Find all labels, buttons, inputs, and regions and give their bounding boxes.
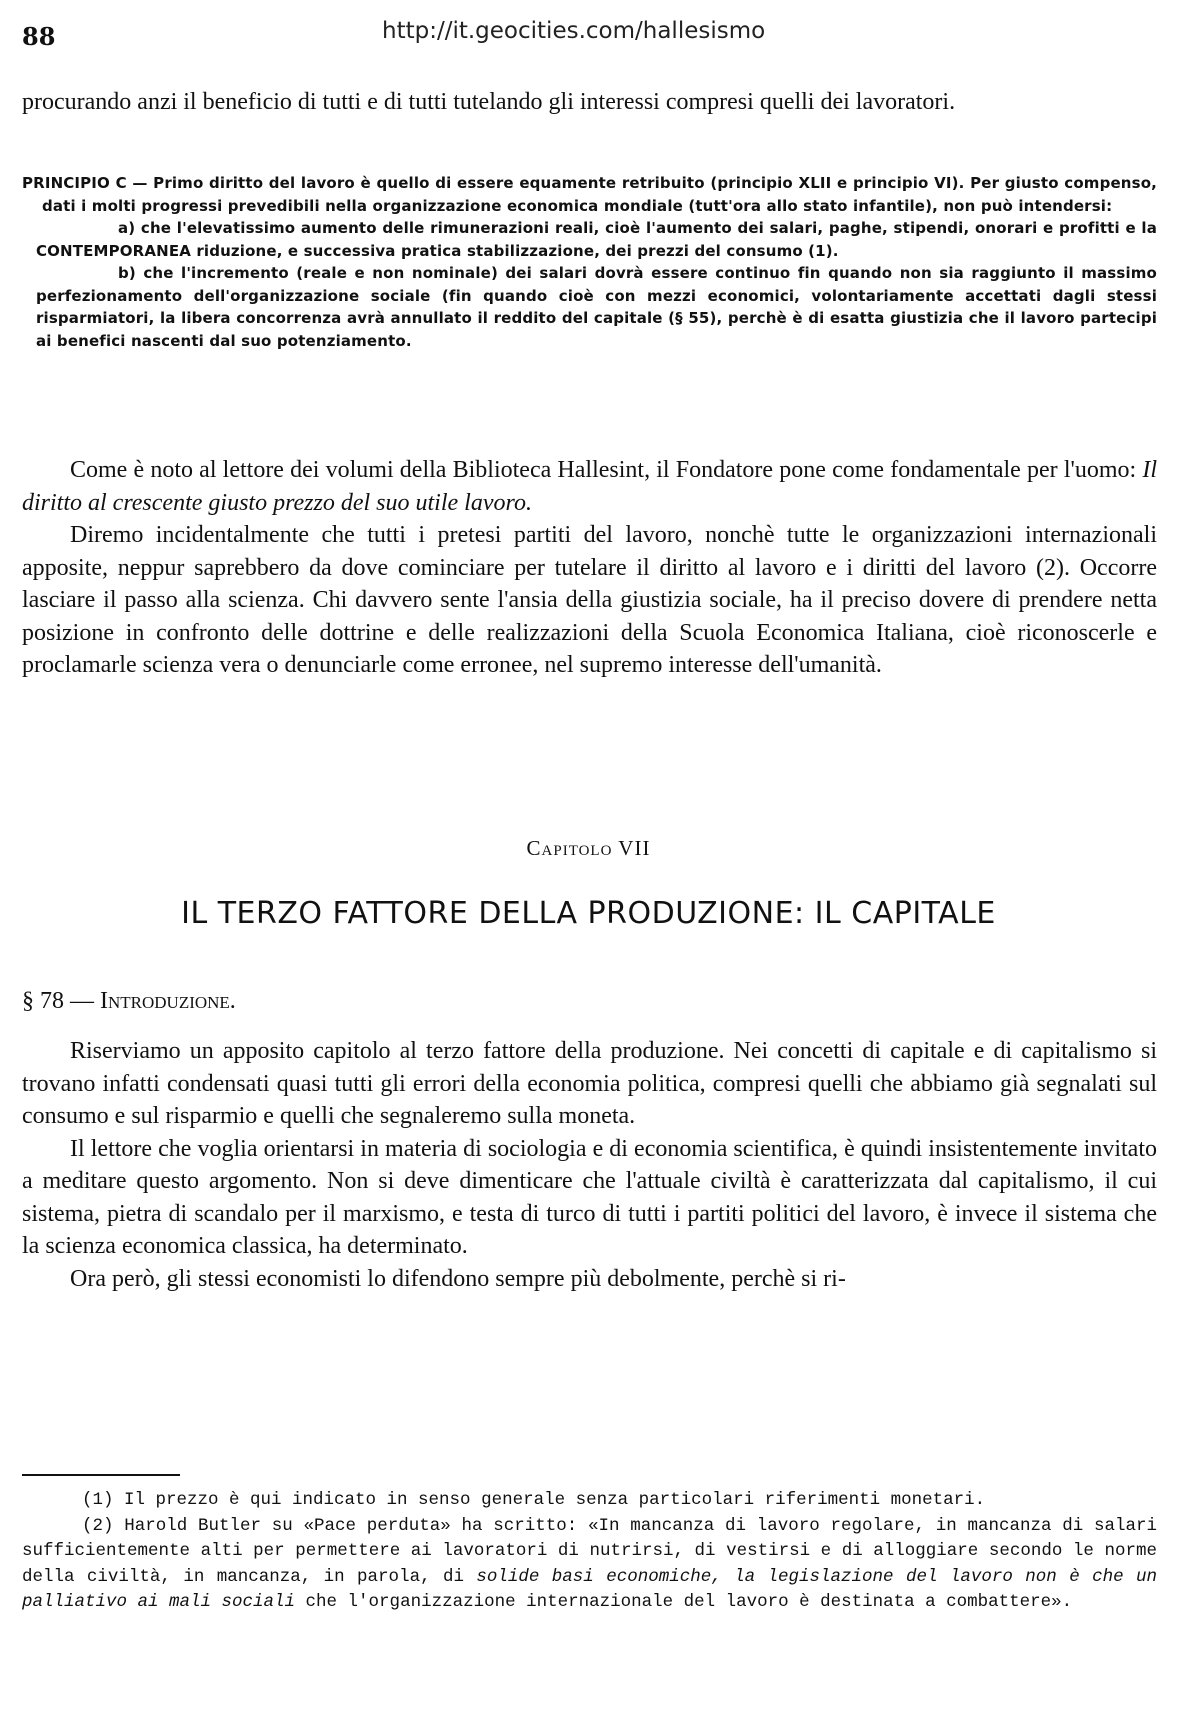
principle-c-item-a: a) che l'elevatissimo aumento delle rimunerazioni reali, cioè l'aumento dei salari, paghe, stipendi, onorari e profitti e la CONTEMPORANEA riduzione, e successiva pratica stabilizzazione, dei prezzi del consumo (1). <box>36 219 1157 260</box>
page-number: 88 <box>22 22 56 51</box>
section-title: Introduzione. <box>100 988 236 1014</box>
section-heading <box>22 988 236 1015</box>
principle-c-item-b: b) che l'incremento (reale e non nominale) dei salari dovrà essere continuo fin quando non sia raggiunto il massimo perfezionamento dell'organizzazione sociale (fin quando cioè con mezzi economici, volontariamente accettati dagli stessi risparmiatori, la libera concorrenza avrà annullato il reddito del capitale (§ 55), perchè è di esatta giustizia che il lavoro partecipi ai benefici nascenti dal suo potenziamento. <box>36 264 1157 350</box>
footnote-2-italic: solide basi economiche, la legislazione del lavoro non è che un palliativo ai mali sociali <box>22 1566 1158 1612</box>
footnote-2-end: che l'organizzazione internazionale del lavoro è destinata a combattere». <box>295 1592 1073 1612</box>
section-paragraph: Ora però, gli stessi economisti lo difendono sempre più debolmente, perchè si ri- <box>70 1265 846 1292</box>
section-paragraph: Il lettore che voglia orientarsi in materia di sociologia e di economia scientifica, è quindi insistentemente invitato a meditare questo argomento. Non si deve dimenticare che l'attuale civiltà è caratterizzata dal capitalismo, il cui sistema, pietra di scandalo per il marxismo, e testa di turco di tutti i partiti politici del lavoro, è invece il sistema che la scienza economica classica, ha determinato. <box>22 1135 1157 1259</box>
chapter-label: Capitolo VII <box>526 836 651 860</box>
paragraph-come-italic: Il diritto al crescente giusto prezzo del suo utile lavoro. <box>22 457 1157 516</box>
opening-paragraph <box>22 86 1157 119</box>
source-url: http://it.geocities.com/hallesismo <box>382 18 766 44</box>
section-paragraph: Riserviamo un apposito capitolo al terzo fattore della produzione. Nei concetti di capitale e di capitalismo si trovano infatti condensati quasi tutti gli errori della economia politica, compresi quelli che abbiamo già segnalati sul consumo e sul risparmio e quelli che segnaleremo sulla moneta. <box>22 1038 1157 1129</box>
chapter-title: IL TERZO FATTORE DELLA PRODUZIONE: IL CAPITALE <box>181 896 996 931</box>
footnotes <box>22 1488 1157 1616</box>
paragraph-come <box>22 454 1157 519</box>
footnote-separator <box>22 1474 180 1476</box>
section-number: § 78 — <box>22 988 100 1014</box>
footnote-2-text: (2) Harold Butler su «Pace perduta» ha scritto: «In mancanza di lavoro regolare, in mancanza di salari sufficientemente alti per permettere ai lavoratori di nutrirsi, di vestirsi e di alloggiare secondo le norme della civiltà, in mancanza, in parola, di <box>22 1515 1157 1587</box>
footnote-1: (1) Il prezzo è qui indicato in senso generale senza particolari riferimenti monetari. <box>82 1490 986 1510</box>
principle-c-lead: PRINCIPIO C — Primo diritto del lavoro è quello di essere equamente retribuito (principio XLII e principio VI). Per giusto compenso, dati i molti progressi prevedibili nella organizzazione economica mondiale (tutt'ora allo stato infantile), non può intendersi: <box>22 174 1157 215</box>
opening-paragraph-text: procurando anzi il beneficio di tutti e di tutti tutelando gli interessi compresi quelli dei lavoratori. <box>22 89 956 115</box>
principle-c-block <box>22 172 1157 352</box>
section-text-block <box>22 1035 1157 1295</box>
page-header <box>22 14 1155 54</box>
main-text-block <box>22 454 1157 682</box>
paragraph-diremo: Diremo incidentalmente che tutti i pretesi partiti del lavoro, nonchè tutte le organizzazioni internazionali apposite, neppur saprebbero da dove cominciare per tutelare il diritto al lavoro e i diritti del lavoro (2). Occorre lasciare il passo alla scienza. Chi davvero sente l'ansia della giustizia sociale, ha il preciso dovere di prendere netta posizione in confronto delle dottrine e delle realizzazioni della Scuola Economica Italiana, cioè riconoscerle e proclamarle scienza vera o denunciarle come erronee, nel supremo interesse dell'umanità. <box>22 522 1157 678</box>
paragraph-come-text: Come è noto al lettore dei volumi della Biblioteca Hallesint, il Fondatore pone come fondamentale per l'uomo: <box>70 457 1143 483</box>
footnote-2 <box>22 1514 1157 1616</box>
